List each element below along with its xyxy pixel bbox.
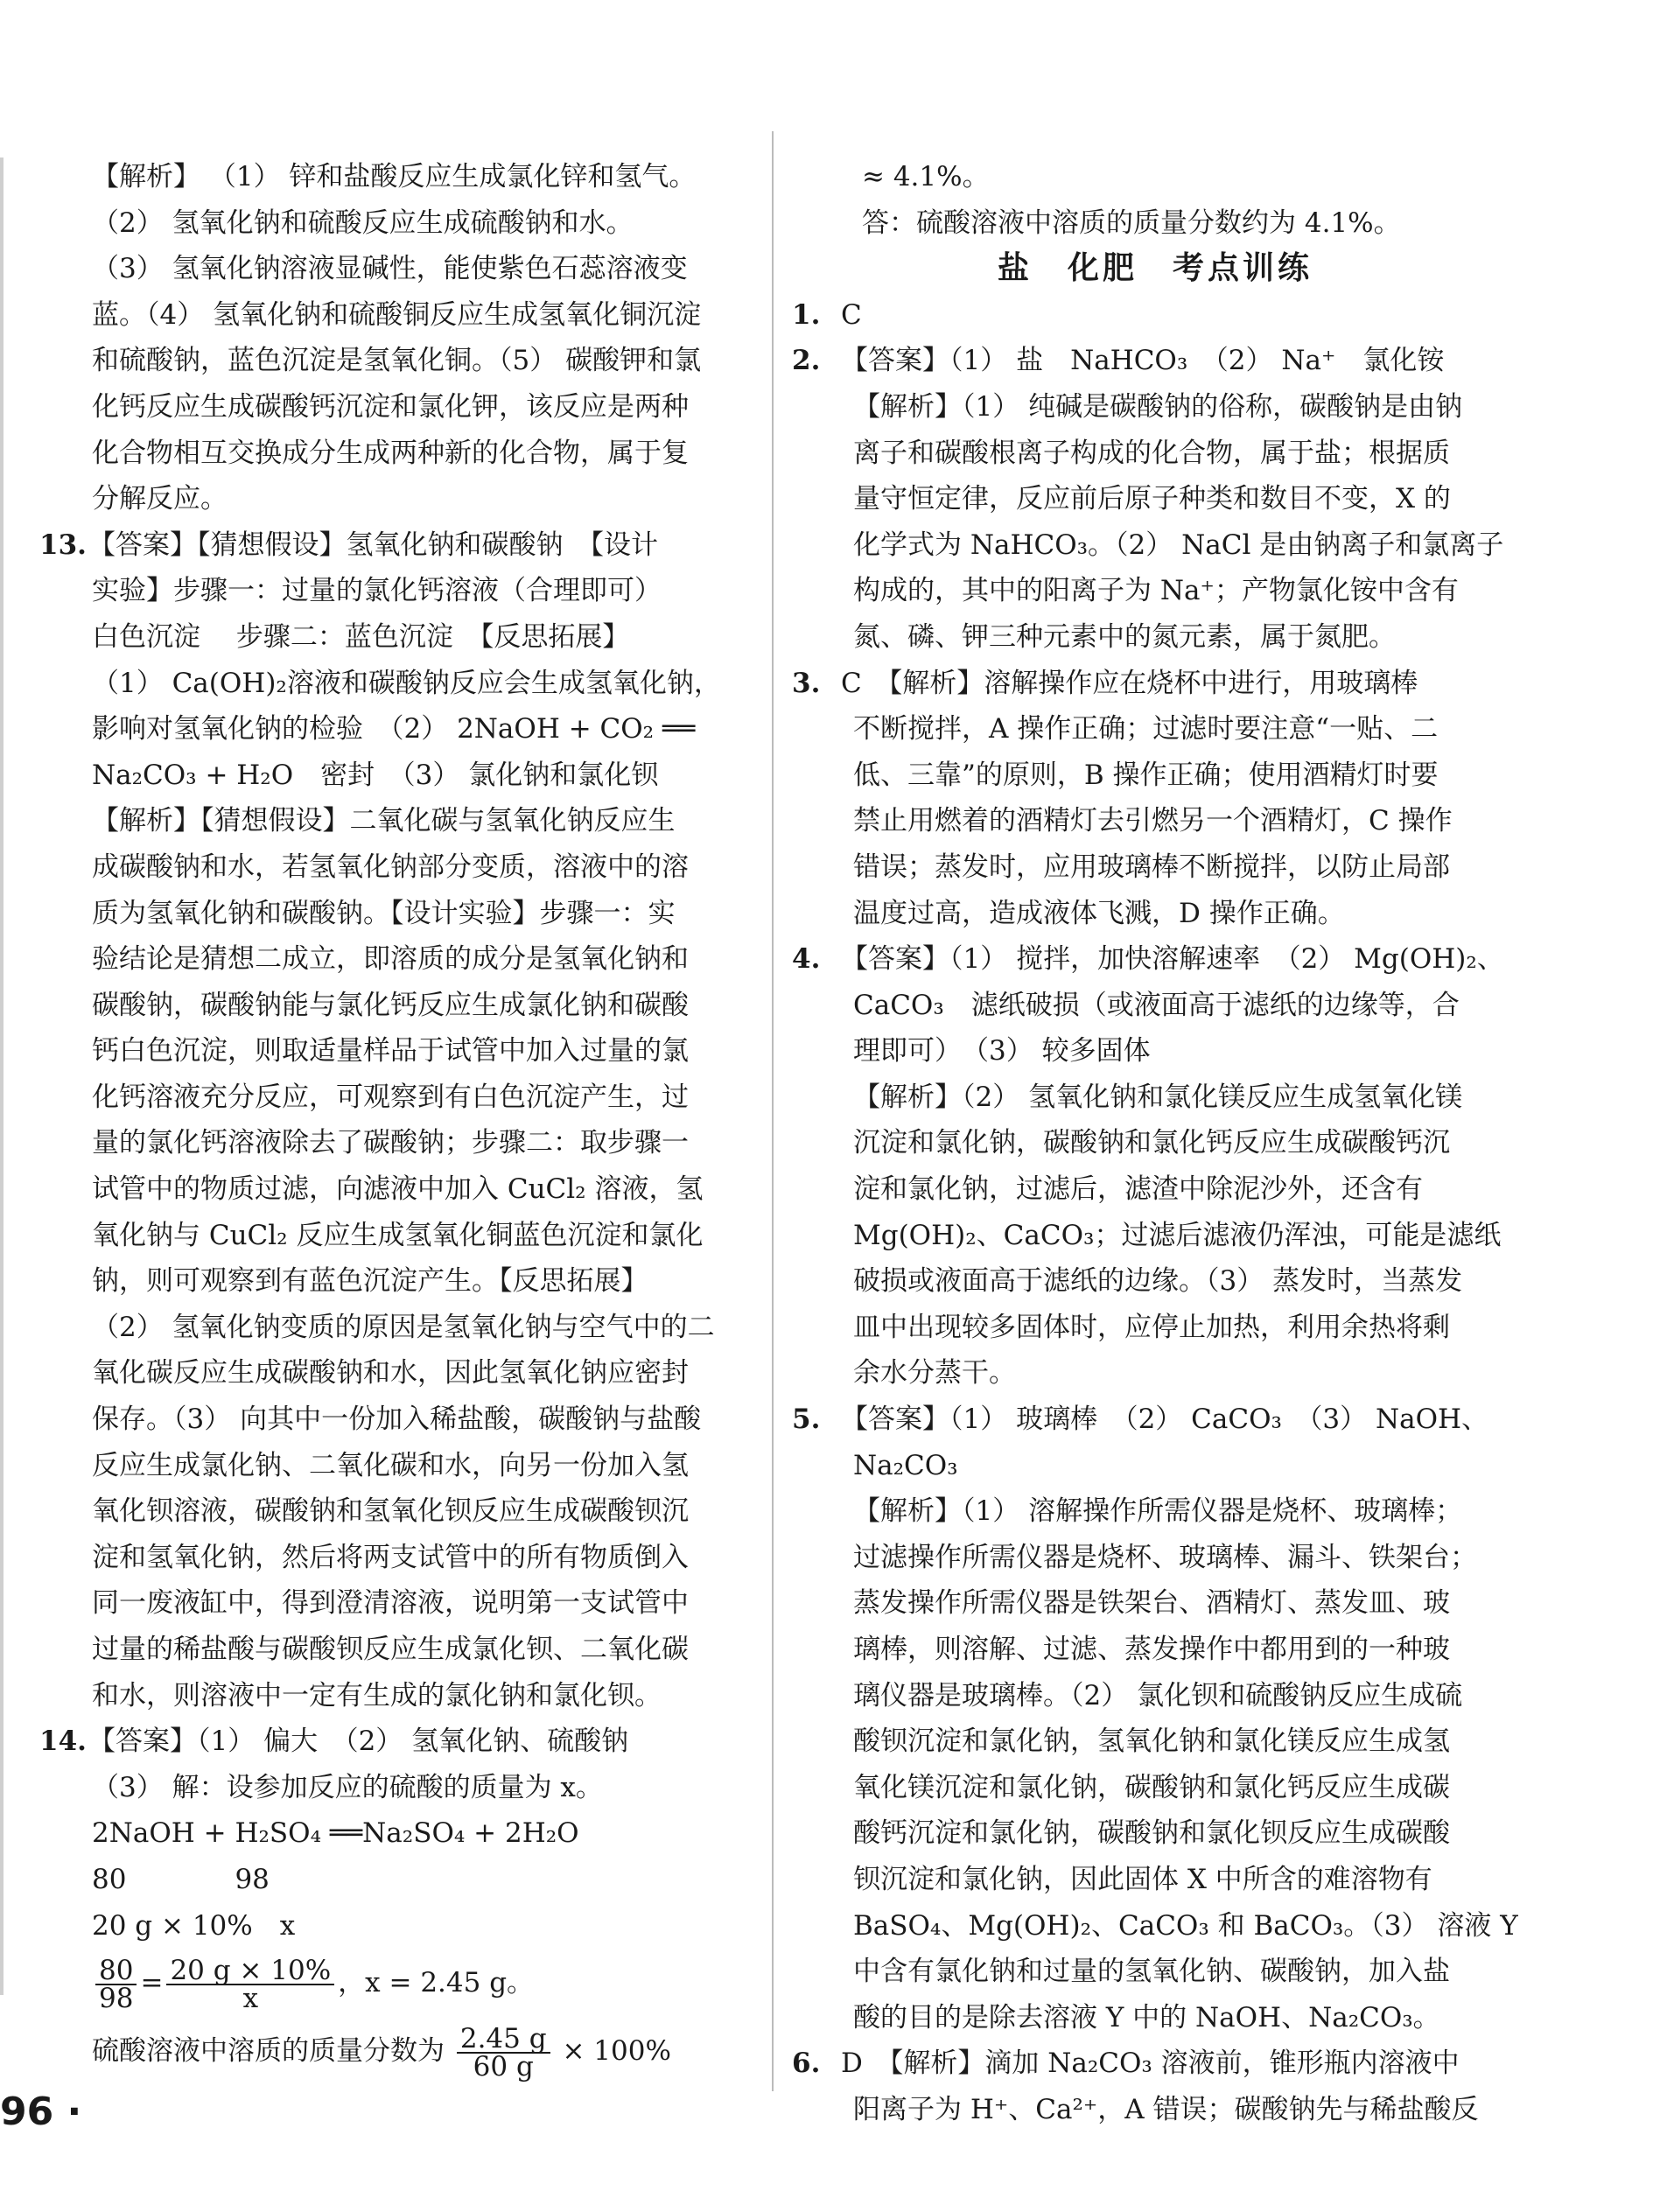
question-number: 1. — [792, 298, 821, 331]
denominator: x — [242, 1982, 259, 2014]
text-line: 皿中出现较多固体时，应停止加热，利用余热将剩 — [853, 1311, 1450, 1343]
text-line: C — [841, 298, 862, 331]
section-title: 盐 化肥 考点训练 — [997, 250, 1313, 287]
text-line: 氧化钡溶液，碳酸钠和氢氧化钡反应生成碳酸钡沉 — [92, 1495, 689, 1528]
text-line: 试管中的物质过滤，向滤液中加入 CuCl₂ 溶液，氢 — [92, 1173, 704, 1206]
question-6 — [792, 2040, 1518, 2087]
text-line: 低、三靠”的原则，B 操作正确；使用酒精灯时要 — [853, 759, 1439, 791]
text-line: 淀和氢氧化钠，然后将两支试管中的所有物质倒入 — [92, 1541, 689, 1573]
text-line: ≈ 4.1%。 — [862, 161, 990, 192]
text-line: 质为氢氧化钠和碳酸钠。【设计实验】步骤一：实 — [92, 897, 676, 929]
question-3 — [792, 661, 1518, 707]
text-line: 【解析】【猜想假设】二氧化碳与氢氧化钠反应生 — [92, 805, 676, 837]
text-line: 钙白色沉淀，则取适量样品于试管中加入过量的氯 — [92, 1035, 689, 1068]
text-line: 蓝。（4） 氢氧化钠和硫酸铜反应生成氢氧化铜沉淀 — [92, 298, 702, 331]
text-line: 破损或液面高于滤纸的边缘。（3） 蒸发时，当蒸发 — [853, 1265, 1463, 1298]
text-line: 【答案】（1） 搅拌，加快溶解速率 （2） Mg(OH)₂、 — [841, 943, 1504, 976]
text-line: 阳离子为 H⁺、Ca²⁺，A 错误；碳酸钠先与稀盐酸反 — [853, 2093, 1479, 2125]
text-line: （2） 氢氧化钠和硫酸反应生成硫酸钠和水。 — [92, 206, 634, 239]
text-line: 钠，则可观察到有蓝色沉淀产生。【反思拓展】 — [92, 1265, 648, 1298]
equation-line: 20 g × 10% x — [92, 1909, 296, 1942]
text-line: 碳酸钠，碳酸钠能与氯化钙反应生成氯化钠和碳酸 — [92, 989, 689, 1021]
text-line: （3） 氢氧化钠溶液显碱性，能使紫色石蕊溶液变 — [92, 253, 688, 285]
question-number: 4. — [792, 943, 821, 976]
question-14 — [39, 1718, 770, 1765]
text-line: 化钙反应生成碳酸钙沉淀和氯化钾，该反应是两种 — [92, 390, 689, 423]
question-number: 6. — [792, 2048, 821, 2080]
fraction — [95, 1954, 137, 2014]
text-line: 化合物相互交换成分生成两种新的化合物，属于复 — [92, 437, 689, 469]
question-number: 5. — [792, 1404, 821, 1436]
text-line: 中含有氯化钠和过量的氢氧化钠、碳酸钠，加入盐 — [853, 1956, 1450, 1988]
text-line: 蒸发操作所需仪器是铁架台、酒精灯、蒸发皿、玻 — [853, 1587, 1450, 1620]
denominator: 98 — [99, 1982, 134, 2014]
text-line: 量的氯化钙溶液除去了碳酸钠；步骤二：取步骤一 — [92, 1127, 689, 1159]
text-line: 酸钡沉淀和氯化钠，氢氧化钠和氯化镁反应生成氢 — [853, 1726, 1450, 1758]
text-line: 氧化镁沉淀和氯化钠，碳酸钠和氯化钙反应生成碳 — [853, 1771, 1450, 1803]
page-edge-bar — [0, 158, 4, 1995]
text-line: 实验】步骤一：过量的氯化钙溶液（合理即可） — [92, 575, 662, 607]
text-line: 量守恒定律，反应前后原子种类和数目不变，X 的 — [853, 483, 1451, 515]
text-line: 【解析】（1） 溶解操作所需仪器是烧杯、玻璃棒； — [853, 1495, 1463, 1528]
text: 硫酸溶液中溶质的质量分数为 — [92, 2035, 445, 2068]
text-line: 温度过高，造成液体飞溅，D 操作正确。 — [853, 897, 1345, 929]
denominator: 60 g — [473, 2050, 534, 2082]
text-line: 沉淀和氯化钠，碳酸钠和氯化钙反应生成碳酸钙沉 — [853, 1127, 1450, 1159]
text-line: 和硫酸钠，蓝色沉淀是氢氧化铜。（5） 碳酸钾和氯 — [92, 345, 702, 377]
text-line: 构成的，其中的阳离子为 Na⁺；产物氯化铵中含有 — [853, 575, 1459, 607]
text-line: 余水分蒸干。 — [853, 1357, 1016, 1390]
text-line: 钡沉淀和氯化钠，因此固体 X 中所含的难溶物有 — [853, 1863, 1432, 1895]
text-line: 答：硫酸溶液中溶质的质量分数约为 4.1%。 — [862, 206, 1401, 239]
equation-line: 2NaOH + H₂SO₄ ══Na₂SO₄ + 2H₂O — [92, 1817, 579, 1850]
ratio-result: ，x = 2.45 g。 — [338, 1967, 535, 1999]
text-line: CaCO₃ 滤纸破损（或液面高于滤纸的边缘等，合 — [853, 989, 1460, 1021]
text-line: 【解析】 （1） 锌和盐酸反应生成氯化锌和氢气。 — [92, 161, 697, 192]
question-number: 3. — [792, 667, 821, 699]
question-number: 13. — [39, 528, 87, 561]
question-2 — [792, 338, 1518, 384]
text: × 100% — [562, 2035, 671, 2068]
text-line: 酸的目的是除去溶液 Y 中的 NaOH、Na₂CO₃。 — [853, 2001, 1440, 2034]
question-5 — [792, 1396, 1518, 1443]
text-line: 酸钙沉淀和氯化钠，碳酸钠和氯化钡反应生成碳酸 — [853, 1817, 1450, 1850]
text-line: 过滤操作所需仪器是烧杯、玻璃棒、漏斗、铁架台； — [853, 1541, 1477, 1573]
text-line: 和水，则溶液中一定有生成的氯化钠和氯化钡。 — [92, 1679, 662, 1712]
equation-line: 80 98 — [92, 1863, 270, 1895]
text-line: （1） Ca(OH)₂溶液和碳酸钠反应会生成氢氧化钠， — [92, 667, 721, 699]
text-line: 离子和碳酸根离子构成的化合物，属于盐；根据质 — [853, 437, 1450, 469]
question-number: 2. — [792, 345, 821, 377]
question-4 — [792, 936, 1518, 983]
left-column — [39, 154, 770, 2085]
text-line: 保存。（3） 向其中一份加入稀盐酸，碳酸钠与盐酸 — [92, 1404, 702, 1436]
text-line: 成碳酸钠和水，若氢氧化钠部分变质，溶液中的溶 — [92, 850, 689, 883]
text-line: 分解反应。 — [92, 483, 228, 515]
page-number: 96 · — [0, 2090, 82, 2134]
text-line: 【答案】（1） 盐 NaHCO₃ （2） Na⁺ 氯化铵 — [841, 345, 1445, 377]
fraction — [457, 2022, 550, 2082]
text-line: 氧化钠与 CuCl₂ 反应生成氢氧化铜蓝色沉淀和氯化 — [92, 1219, 704, 1251]
text-line: 【答案】（1） 玻璃棒 （2） CaCO₃ （3） NaOH、 — [841, 1404, 1489, 1436]
text-line: 【解析】（1） 纯碱是碳酸钠的俗称，碳酸钠是由钠 — [853, 390, 1463, 423]
text-line: 淀和氯化钠，过滤后，滤渣中除泥沙外，还含有 — [853, 1173, 1423, 1206]
text-line: 璃仪器是玻璃棒。（2） 氯化钡和硫酸钠反应生成硫 — [853, 1679, 1463, 1712]
text-line: BaSO₄、Mg(OH)₂、CaCO₃ 和 BaCO₃。（3） 溶液 Y — [853, 1909, 1518, 1942]
text-line: C 【解析】溶解操作应在烧杯中进行，用玻璃棒 — [841, 667, 1418, 699]
question-1 — [792, 292, 1518, 339]
numerator: 80 — [95, 1957, 137, 1985]
text-line: Mg(OH)₂、CaCO₃；过滤后滤液仍浑浊，可能是滤纸 — [853, 1219, 1502, 1251]
text-line: 过量的稀盐酸与碳酸钡反应生成氯化钡、二氧化碳 — [92, 1634, 689, 1665]
text-line: 禁止用燃着的酒精灯去引燃另一个酒精灯，C 操作 — [853, 805, 1453, 837]
text-line: （2） 氢氧化钠变质的原因是氢氧化钠与空气中的二 — [92, 1311, 715, 1343]
text-line: 验结论是猜想二成立，即溶质的成分是氢氧化钠和 — [92, 943, 689, 976]
fraction — [166, 1954, 334, 2014]
text-line: 同一废液缸中，得到澄清溶液，说明第一支试管中 — [92, 1587, 689, 1620]
numerator: 20 g × 10% — [166, 1957, 334, 1985]
text-line: D 【解析】滴加 Na₂CO₃ 溶液前，锥形瓶内溶液中 — [841, 2048, 1460, 2080]
text-line: 错误；蒸发时，应用玻璃棒不断搅拌，以防止局部 — [853, 850, 1450, 883]
text-line: 【答案】【猜想假设】氢氧化钠和碳酸钠 【设计 — [88, 528, 658, 561]
text-line: 【解析】（2） 氢氧化钠和氯化镁反应生成氢氧化镁 — [853, 1081, 1463, 1113]
right-column — [792, 154, 1518, 2133]
text-line: （3） 解：设参加反应的硫酸的质量为 x。 — [92, 1771, 603, 1803]
text-line: 氧化碳反应生成碳酸钠和水，因此氢氧化钠应密封 — [92, 1357, 689, 1390]
text-line: 化钙溶液充分反应，可观察到有白色沉淀产生，过 — [92, 1081, 689, 1113]
text-line: 不断搅拌，A 操作正确；过滤时要注意“一贴、二 — [853, 713, 1439, 746]
text-line: 影响对氢氧化钠的检验 （2） 2NaOH + CO₂ ══ — [92, 713, 696, 746]
ratio-line: $\frac{80}{98}$ = $\frac{20 g \times 10\%}{x}$ ，x = 2.45 g。 — [92, 1949, 770, 2017]
text-line: 氮、磷、钾三种元素中的氮元素，属于氮肥。 — [853, 620, 1396, 653]
text-line: Na₂CO₃ — [853, 1449, 958, 1481]
text-line: 璃棒，则溶解、过滤、蒸发操作中都用到的一种玻 — [853, 1634, 1450, 1665]
numerator: 2.45 g — [457, 2026, 550, 2054]
text-line: 白色沉淀 步骤二：蓝色沉淀 【反思拓展】 — [92, 620, 630, 653]
question-number: 14. — [39, 1726, 87, 1758]
text-line: 理即可） （3） 较多固体 — [853, 1035, 1151, 1068]
text-line: Na₂CO₃ + H₂O 密封 （3） 氯化钠和氯化钡 — [92, 759, 659, 791]
text-line: 【答案】（1） 偏大 （2） 氢氧化钠、硫酸钠 — [88, 1726, 629, 1758]
text-line: 反应生成氯化钠、二氧化碳和水，向另一份加入氢 — [92, 1449, 689, 1481]
column-divider — [772, 131, 774, 2091]
final-line — [92, 2017, 770, 2085]
question-13 — [39, 522, 770, 569]
text-line: 化学式为 NaHCO₃。（2） NaCl 是由钠离子和氯离子 — [853, 528, 1504, 561]
